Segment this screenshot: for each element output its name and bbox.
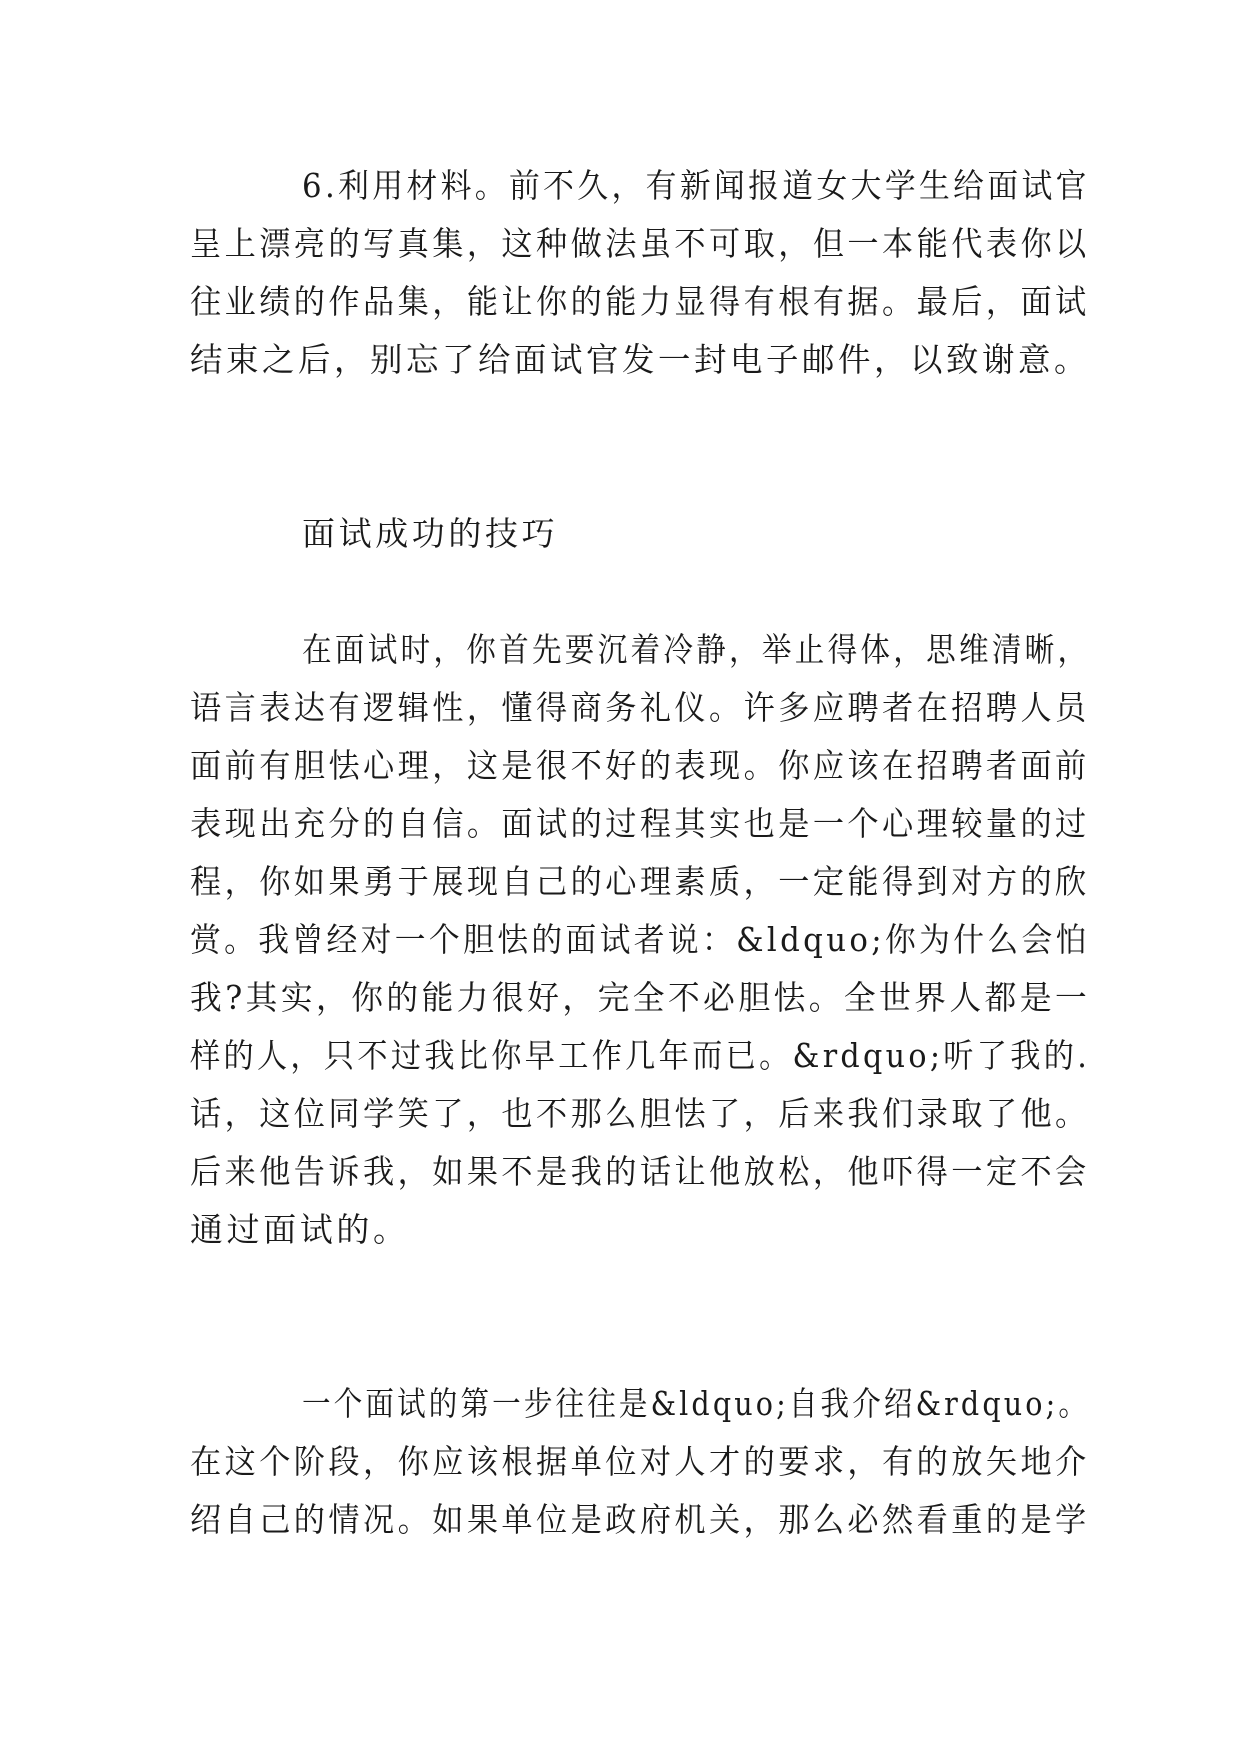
text-line: 我?其实，你的能力很好，完全不必胆怯。全世界人都是一 — [190, 978, 1091, 1017]
text-line: 程，你如果勇于展现自己的心理素质，一定能得到对方的欣 — [190, 862, 1090, 901]
text-line: 结束之后，别忘了给面试官发一封电子邮件，以致谢意。 — [190, 340, 1090, 379]
text-line: 往业绩的作品集，能让你的能力显得有根有据。最后，面试 — [190, 282, 1090, 321]
text-line: 赏。我曾经对一个胆怯的面试者说：&ldquo;你为什么会怕 — [190, 920, 1090, 959]
section-heading: 面试成功的技巧 — [302, 514, 559, 553]
text-line: 面前有胆怯心理，这是很不好的表现。你应该在招聘者面前 — [190, 746, 1090, 785]
text-line: 在这个阶段，你应该根据单位对人才的要求，有的放矢地介 — [190, 1442, 1090, 1481]
text-line: 绍自己的情况。如果单位是政府机关，那么必然看重的是学 — [190, 1500, 1090, 1539]
text-line: 语言表达有逻辑性，懂得商务礼仪。许多应聘者在招聘人员 — [190, 688, 1090, 727]
text-line: 样的人，只不过我比你早工作几年而已。&rdquo;听了我的. — [190, 1036, 1091, 1075]
text-line: 通过面试的。 — [190, 1210, 410, 1249]
text-line: 后来他告诉我，如果不是我的话让他放松，他吓得一定不会 — [190, 1152, 1090, 1191]
text-line: 一个面试的第一步往往是&ldquo;自我介绍&rdquo;。 — [302, 1384, 1091, 1423]
text-line: 呈上漂亮的写真集，这种做法虽不可取，但一本能代表你以 — [190, 224, 1090, 263]
text-line: 话，这位同学笑了，也不那么胆怯了，后来我们录取了他。 — [190, 1094, 1090, 1133]
text-line: 表现出充分的自信。面试的过程其实也是一个心理较量的过 — [190, 804, 1090, 843]
text-line: 在面试时，你首先要沉着冷静，举止得体，思维清晰， — [302, 630, 1091, 669]
text-line: 6.利用材料。前不久，有新闻报道女大学生给面试官 — [302, 166, 1090, 205]
